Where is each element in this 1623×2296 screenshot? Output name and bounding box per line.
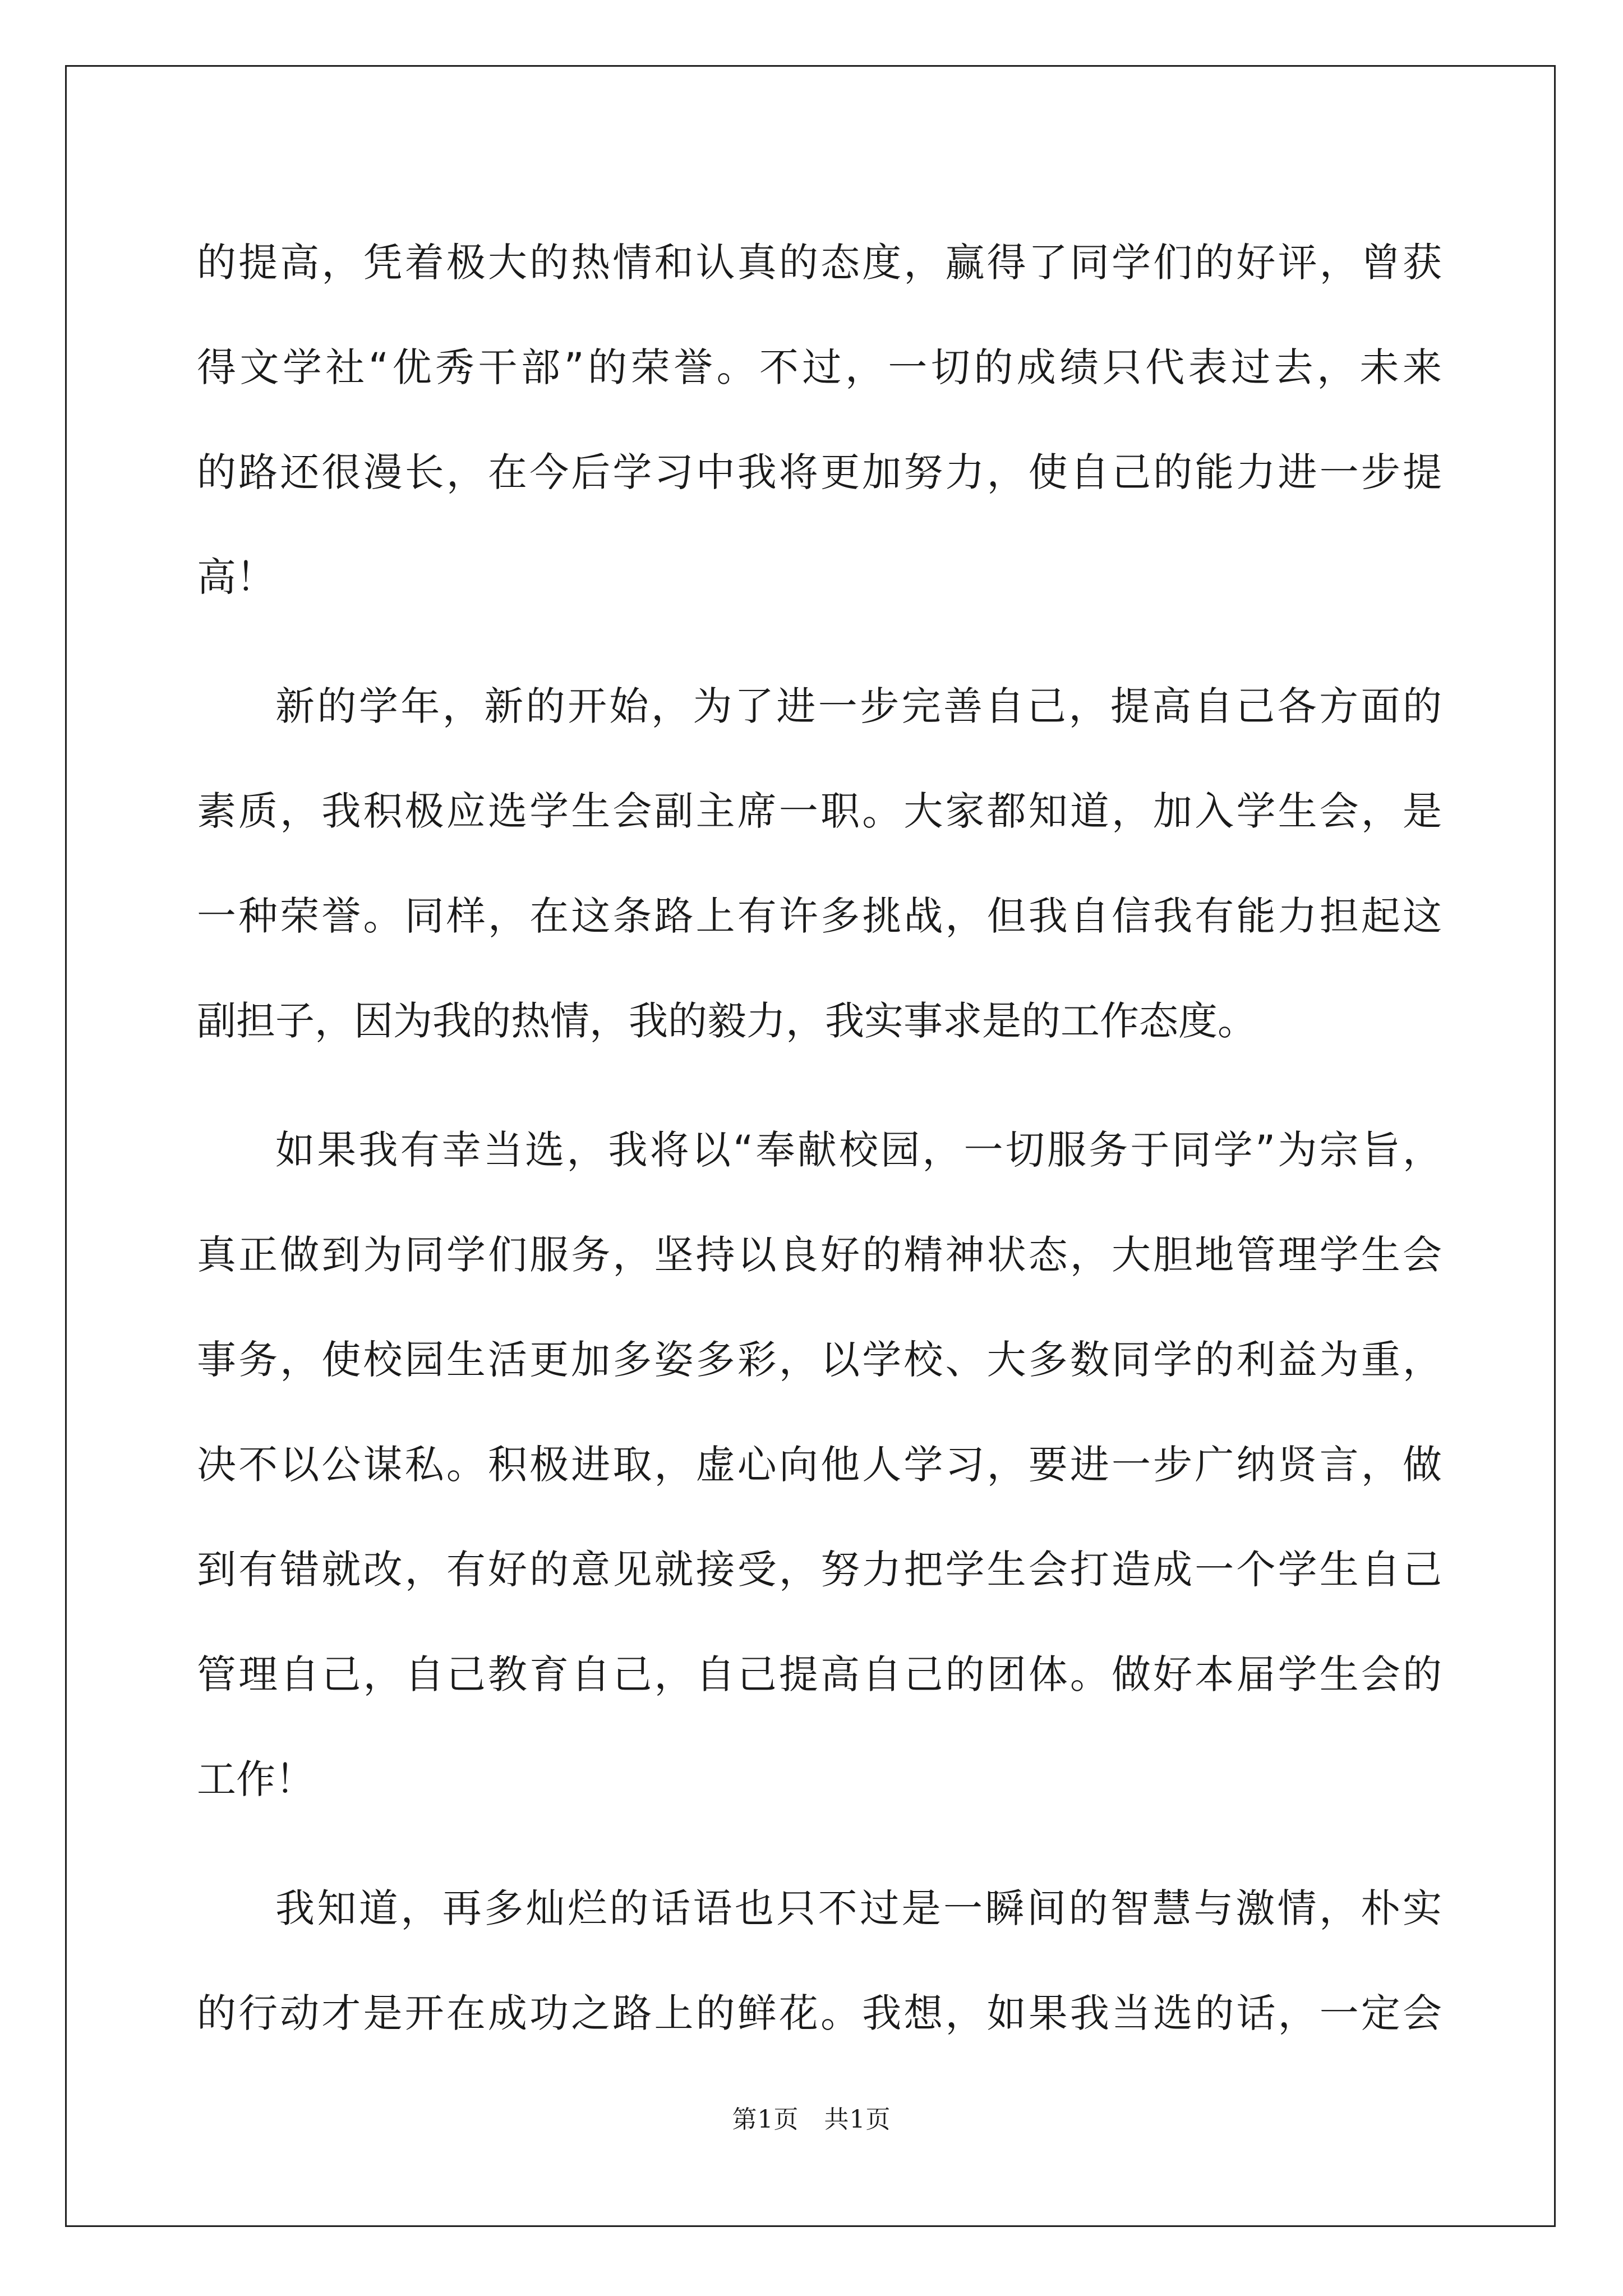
text-line: 一种荣誉。同样，在这条路上有许多挑战，但我自信我有能力担起这	[197, 893, 1442, 939]
text-line: 的提高，凭着极大的热情和认真的态度，赢得了同学们的好评，曾获	[197, 240, 1442, 286]
page-footer	[0, 2099, 1623, 2135]
text-line: 决不以公谋私。积极进取，虚心向他人学习，要进一步广纳贤言，做	[197, 1442, 1442, 1488]
text-line: 到有错就改，有好的意见就接受，努力把学生会打造成一个学生自己	[197, 1547, 1442, 1593]
text-line: 如果我有幸当选，我将以“奉献校园，一切服务于同学”为宗旨，	[275, 1127, 1442, 1173]
text-line: 真正做到为同学们服务，坚持以良好的精神状态，大胆地管理学生会	[197, 1232, 1442, 1278]
paragraph	[197, 1098, 1442, 1832]
document-body	[197, 210, 1442, 2066]
text-line: 得文学社“优秀干部”的荣誉。不过，一切的成绩只代表过去，未来	[197, 344, 1442, 390]
paragraph-spacer	[197, 1074, 1442, 1098]
text-line: 事务，使校园生活更加多姿多彩，以学校、大多数同学的利益为重，	[197, 1337, 1442, 1383]
text-line: 工作！	[197, 1756, 315, 1802]
paragraph-spacer	[197, 630, 1442, 654]
paragraph	[197, 1856, 1442, 2066]
text-line: 的行动才是开在成功之路上的鲜花。我想，如果我当选的话，一定会	[197, 1990, 1442, 2036]
text-line: 我知道，再多灿烂的话语也只不过是一瞬间的智慧与激情，朴实	[275, 1885, 1442, 1931]
paragraph	[197, 654, 1442, 1074]
text-line: 的路还很漫长，在今后学习中我将更加努力，使自己的能力进一步提	[197, 449, 1442, 495]
paragraph-spacer	[197, 1832, 1442, 1856]
page-total: 共1页	[824, 2105, 891, 2134]
text-line: 素质，我积极应选学生会副主席一职。大家都知道，加入学生会，是	[197, 788, 1442, 834]
page-number: 第1页	[732, 2105, 799, 2134]
paragraph	[197, 210, 1442, 630]
text-line: 副担子，因为我的热情，我的毅力，我实事求是的工作态度。	[197, 998, 1257, 1044]
text-line: 高！	[197, 554, 275, 600]
text-line: 新的学年，新的开始，为了进一步完善自己，提高自己各方面的	[275, 683, 1442, 729]
text-line: 管理自己，自己教育自己，自己提高自己的团体。做好本届学生会的	[197, 1651, 1442, 1697]
